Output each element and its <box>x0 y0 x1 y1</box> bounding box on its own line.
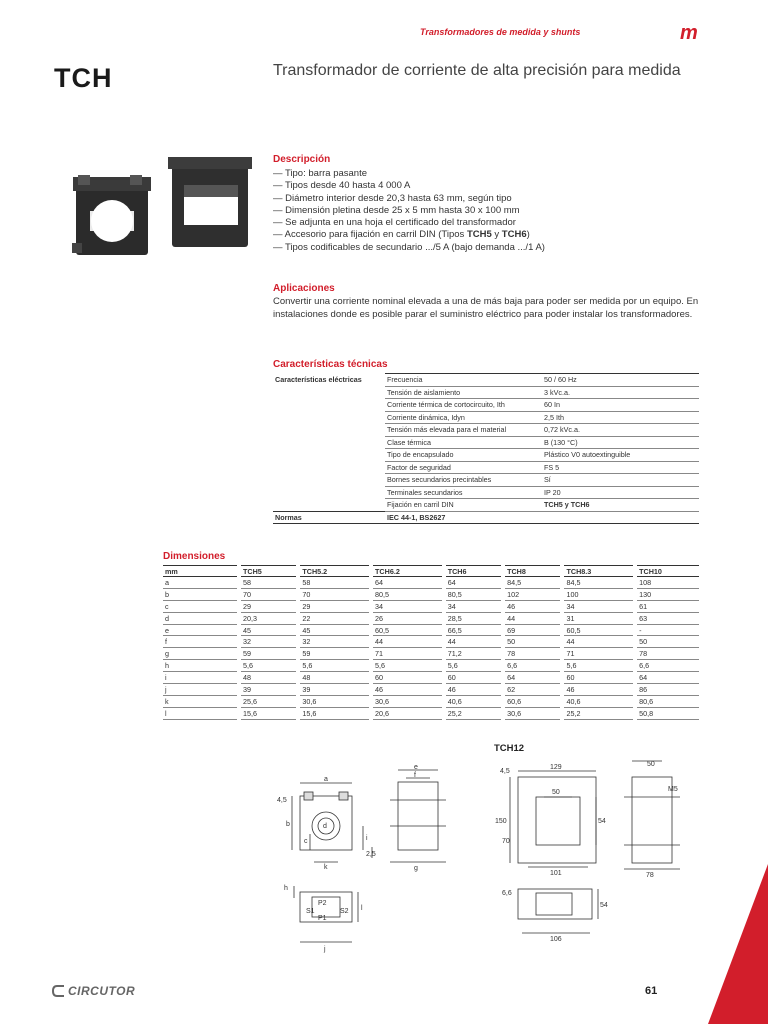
dim-70: 70 <box>502 838 510 845</box>
tech-name: Tensión de aislamiento <box>385 386 542 399</box>
dimension-value: 20,3 <box>239 612 298 624</box>
dim-m5: M5 <box>668 786 678 793</box>
dimension-value: 48 <box>239 672 298 684</box>
dimension-value: 50 <box>503 636 562 648</box>
dimension-key: a <box>163 577 239 589</box>
dimension-value: 5,6 <box>298 660 371 672</box>
table-row <box>163 707 699 719</box>
table-row <box>273 511 699 524</box>
dimension-value: 58 <box>239 577 298 589</box>
tech-value: Sí <box>542 474 699 487</box>
tech-name: Terminales secundarios <box>385 486 542 499</box>
list-item-text: — Accesorio para fijación en carril DIN (Tipos <box>273 229 467 241</box>
dimension-value: 64 <box>635 672 699 684</box>
table-row <box>163 577 699 589</box>
dimension-value: - <box>635 624 699 636</box>
list-item: — Tipos codificables de secundario .../5 A (bajo demanda .../1 A) <box>273 241 545 253</box>
dimension-value: 60 <box>562 672 635 684</box>
label-e: e <box>414 764 418 771</box>
dimension-value: 80,5 <box>444 588 503 600</box>
column-header: TCH10 <box>635 566 699 577</box>
dimension-value: 45 <box>298 624 371 636</box>
tech-heading: Características técnicas <box>273 359 388 370</box>
list-item: — Dimensión pletina desde 25 x 5 mm hasta 30 x 100 mm <box>273 204 520 216</box>
dimension-value: 80,5 <box>371 588 444 600</box>
dimension-value: 30,6 <box>371 695 444 707</box>
table-row <box>163 684 699 696</box>
label-b: b <box>286 821 290 828</box>
table-row <box>273 374 699 387</box>
dimension-drawing <box>268 762 468 954</box>
tech-table <box>273 373 699 524</box>
applications-text: Convertir una corriente nominal elevada a una de más baja para poder ser medida por un equipo. En instalaciones donde es posible parar el suministro eléctrico para poder instalar los transformadores. <box>273 296 699 321</box>
dimension-value: 44 <box>562 636 635 648</box>
dimension-value: 64 <box>503 672 562 684</box>
dimension-value: 60,5 <box>371 624 444 636</box>
dimension-value: 5,6 <box>239 660 298 672</box>
norms-label: Normas <box>273 511 385 524</box>
tech-name: Fijación en carril DIN <box>385 499 542 512</box>
dimension-value: 58 <box>298 577 371 589</box>
dimension-value: 59 <box>239 648 298 660</box>
dim-106: 106 <box>550 936 562 943</box>
product-code: TCH <box>54 63 113 93</box>
dimension-value: 62 <box>503 684 562 696</box>
dimension-value: 50,8 <box>635 707 699 719</box>
dimension-value: 34 <box>562 600 635 612</box>
label-k: k <box>324 864 328 871</box>
tech-value: IP 20 <box>542 486 699 499</box>
label-h: h <box>284 885 288 892</box>
red-corner-decoration <box>688 864 768 1024</box>
tech-name: Corriente térmica de cortocircuito, Ith <box>385 399 542 412</box>
dimension-value: 25,2 <box>562 707 635 719</box>
dim-54a: 54 <box>598 818 606 825</box>
dim-54b: 54 <box>600 902 608 909</box>
tech-value: 0,72 kVc.a. <box>542 424 699 437</box>
dimension-value: 5,6 <box>444 660 503 672</box>
dimension-value: 64 <box>371 577 444 589</box>
circutor-logo: CIRCUTOR <box>68 984 136 998</box>
dimension-value: 46 <box>371 684 444 696</box>
dimension-value: 40,6 <box>444 695 503 707</box>
dimension-value: 34 <box>444 600 503 612</box>
product-photo <box>68 155 260 265</box>
dimensions-body <box>163 577 699 720</box>
tech-name: Corriente dinámica, Idyn <box>385 411 542 424</box>
label-g: g <box>414 865 418 872</box>
dimension-value: 60 <box>371 672 444 684</box>
column-header: mm <box>163 566 239 577</box>
list-item <box>273 229 545 241</box>
dimension-key: e <box>163 624 239 636</box>
dimension-key: b <box>163 588 239 600</box>
norms-value: IEC 44-1, BS2627 <box>385 511 699 524</box>
table-row <box>163 695 699 707</box>
applications-heading: Aplicaciones <box>273 283 335 294</box>
dim-50a: 50 <box>552 789 560 796</box>
dimension-key: f <box>163 636 239 648</box>
dimension-value: 59 <box>298 648 371 660</box>
column-header: TCH6.2 <box>371 566 444 577</box>
dimension-value: 64 <box>444 577 503 589</box>
dimension-value: 69 <box>503 624 562 636</box>
label-l: l <box>361 905 363 912</box>
dimension-value: 71,2 <box>444 648 503 660</box>
dimension-value: 39 <box>239 684 298 696</box>
list-item: — Diámetro interior desde 20,3 hasta 63 mm, según tipo <box>273 192 512 204</box>
label-c: c <box>304 838 308 845</box>
table-row <box>163 612 699 624</box>
dimension-value: 25,6 <box>239 695 298 707</box>
din-type-close: ) <box>526 229 530 241</box>
din-type-a: TCH5 <box>466 229 492 241</box>
tech-name: Bornes secundarios precintables <box>385 474 542 487</box>
label-s2: S2 <box>340 908 349 915</box>
dim-50b: 50 <box>647 761 655 768</box>
transformer-side-image <box>168 157 252 247</box>
table-row <box>163 624 699 636</box>
dimension-value: 15,6 <box>298 707 371 719</box>
dimension-value: 39 <box>298 684 371 696</box>
dimension-key: l <box>163 707 239 719</box>
label-p2: P2 <box>318 900 327 907</box>
dimension-value: 60,5 <box>562 624 635 636</box>
description-list <box>273 168 545 254</box>
tech-name: Tipo de encapsulado <box>385 449 542 462</box>
din-type-b: TCH6 <box>501 229 527 241</box>
column-header: TCH8 <box>503 566 562 577</box>
dimension-value: 44 <box>444 636 503 648</box>
tech-value: 60 In <box>542 399 699 412</box>
dim-66: 6,6 <box>502 890 512 897</box>
circutor-logo-icon <box>52 984 68 998</box>
dimension-value: 66,5 <box>444 624 503 636</box>
dim-78: 78 <box>646 872 654 879</box>
dimension-value: 70 <box>239 588 298 600</box>
dimension-key: k <box>163 695 239 707</box>
dimension-key: j <box>163 684 239 696</box>
tech-value: FS 5 <box>542 461 699 474</box>
tech-name: Tensión más elevada para el material <box>385 424 542 437</box>
dimension-value: 40,6 <box>562 695 635 707</box>
table-header-row <box>163 566 699 577</box>
dimension-value: 46 <box>503 600 562 612</box>
tech-group-label: Características eléctricas <box>275 374 362 384</box>
column-header: TCH8.3 <box>562 566 635 577</box>
dimension-value: 32 <box>298 636 371 648</box>
dimension-value: 71 <box>371 648 444 660</box>
table-row <box>163 636 699 648</box>
dimension-value: 78 <box>635 648 699 660</box>
dimension-value: 30,6 <box>298 695 371 707</box>
dimension-value: 84,5 <box>503 577 562 589</box>
table-row <box>163 588 699 600</box>
dimension-key: i <box>163 672 239 684</box>
page-number: 61 <box>645 985 658 997</box>
table-row <box>163 600 699 612</box>
dimension-value: 6,6 <box>635 660 699 672</box>
tch12-drawing <box>492 757 692 945</box>
dimension-value: 46 <box>562 684 635 696</box>
dimension-value: 63 <box>635 612 699 624</box>
tech-name: Frecuencia <box>385 374 542 387</box>
tech-value: 50 / 60 Hz <box>542 374 699 387</box>
dimension-key: c <box>163 600 239 612</box>
dimension-value: 6,6 <box>503 660 562 672</box>
dimension-value: 71 <box>562 648 635 660</box>
table-row <box>163 672 699 684</box>
tech-value: B (130 °C) <box>542 436 699 449</box>
dimensions-table <box>163 565 699 720</box>
din-type-and: y <box>491 229 502 241</box>
dimension-value: 34 <box>371 600 444 612</box>
dimension-value: 130 <box>635 588 699 600</box>
tech-name: Clase térmica <box>385 436 542 449</box>
dimension-value: 20,6 <box>371 707 444 719</box>
dimension-value: 80,6 <box>635 695 699 707</box>
dimension-value: 30,6 <box>503 707 562 719</box>
dimension-value: 60,6 <box>503 695 562 707</box>
dim-101: 101 <box>550 870 562 877</box>
dimension-key: g <box>163 648 239 660</box>
dimension-value: 78 <box>503 648 562 660</box>
label-a: a <box>324 776 328 783</box>
transformer-front-image <box>72 175 151 255</box>
dimension-value: 50 <box>635 636 699 648</box>
dimension-value: 45 <box>239 624 298 636</box>
label-45: 4,5 <box>277 797 287 804</box>
dimension-value: 15,6 <box>239 707 298 719</box>
dimension-value: 48 <box>298 672 371 684</box>
dimension-value: 70 <box>298 588 371 600</box>
list-item: — Tipo: barra pasante <box>273 168 367 179</box>
dimensions-heading: Dimensiones <box>163 551 226 562</box>
dimension-value: 31 <box>562 612 635 624</box>
dim-150: 150 <box>495 818 507 825</box>
page-title: Transformador de corriente de alta precisión para medida <box>273 62 681 79</box>
table-row <box>163 648 699 660</box>
table-row <box>163 660 699 672</box>
dimension-value: 102 <box>503 588 562 600</box>
header-category: Transformadores de medida y shunts <box>420 27 581 37</box>
label-s1: S1 <box>306 908 315 915</box>
dimension-value: 60 <box>444 672 503 684</box>
tch12-label: TCH12 <box>494 743 525 754</box>
label-i: i <box>366 835 368 842</box>
dimension-value: 29 <box>239 600 298 612</box>
list-item: — Se adjunta en una hoja el certificado del transformador <box>273 217 516 229</box>
dim-45: 4,5 <box>500 768 510 775</box>
tech-value: Plástico V0 autoextinguible <box>542 449 699 462</box>
dimension-value: 5,6 <box>562 660 635 672</box>
dim-129: 129 <box>550 764 562 771</box>
brand-logo: m <box>680 22 698 44</box>
tech-name: Factor de seguridad <box>385 461 542 474</box>
column-header: TCH6 <box>444 566 503 577</box>
dimension-value: 84,5 <box>562 577 635 589</box>
dimension-value: 46 <box>444 684 503 696</box>
description-heading: Descripción <box>273 154 331 165</box>
dimension-value: 86 <box>635 684 699 696</box>
list-item: — Tipos desde 40 hasta 4 000 A <box>273 180 411 192</box>
dimension-value: 28,5 <box>444 612 503 624</box>
dimension-value: 44 <box>371 636 444 648</box>
dimension-value: 22 <box>298 612 371 624</box>
column-header: TCH5 <box>239 566 298 577</box>
label-d: d <box>323 823 327 830</box>
label-25: 2,5 <box>366 851 376 858</box>
column-header: TCH5.2 <box>298 566 371 577</box>
dimension-value: 32 <box>239 636 298 648</box>
label-j: j <box>324 946 326 953</box>
dimension-value: 108 <box>635 577 699 589</box>
dimension-value: 100 <box>562 588 635 600</box>
label-f: f <box>414 772 416 779</box>
tech-value: TCH5 y TCH6 <box>542 499 699 512</box>
dimension-value: 5,6 <box>371 660 444 672</box>
dimension-value: 61 <box>635 600 699 612</box>
dimension-key: h <box>163 660 239 672</box>
dimension-value: 26 <box>371 612 444 624</box>
dimension-value: 44 <box>503 612 562 624</box>
dimension-key: d <box>163 612 239 624</box>
tech-value: 3 kVc.a. <box>542 386 699 399</box>
dimension-value: 25,2 <box>444 707 503 719</box>
tech-value: 2,5 Ith <box>542 411 699 424</box>
label-p1: P1 <box>318 915 327 922</box>
dimension-value: 29 <box>298 600 371 612</box>
